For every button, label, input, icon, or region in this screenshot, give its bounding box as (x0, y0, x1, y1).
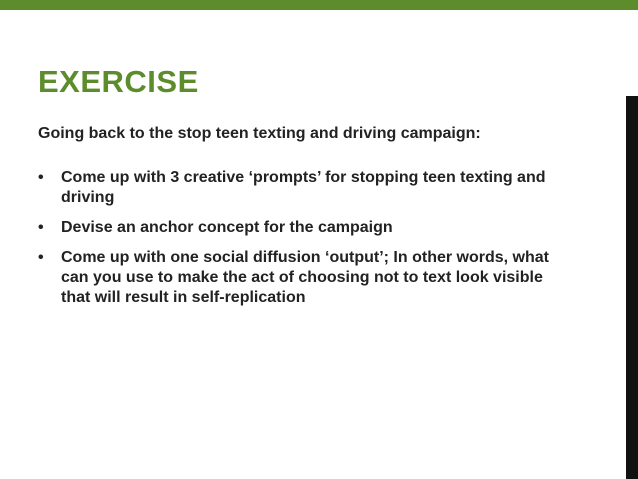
bullet-item-social-diffusion (38, 248, 571, 308)
bullet-text: Come up with one social diffusion ‘output’; In other words, what can you use to make the act of choosing not to text look visible that will result in self-replication (61, 249, 549, 306)
bullet-marker: • (38, 169, 44, 186)
bullet-marker: • (38, 219, 44, 236)
bullet-item-anchor-concept (38, 218, 561, 238)
top-accent-bar (0, 0, 638, 10)
intro-text: Going back to the stop teen texting and driving campaign: (38, 125, 481, 142)
bullet-marker: • (38, 249, 44, 266)
bullet-list (38, 168, 598, 308)
slide-title: EXERCISE (38, 64, 199, 99)
bullet-item-prompts (38, 168, 561, 208)
right-accent-bar (626, 96, 638, 479)
bullet-text: Devise an anchor concept for the campaign (61, 219, 393, 236)
bullet-text: Come up with 3 creative ‘prompts’ for stopping teen texting and driving (61, 169, 546, 206)
slide-body (38, 124, 598, 318)
